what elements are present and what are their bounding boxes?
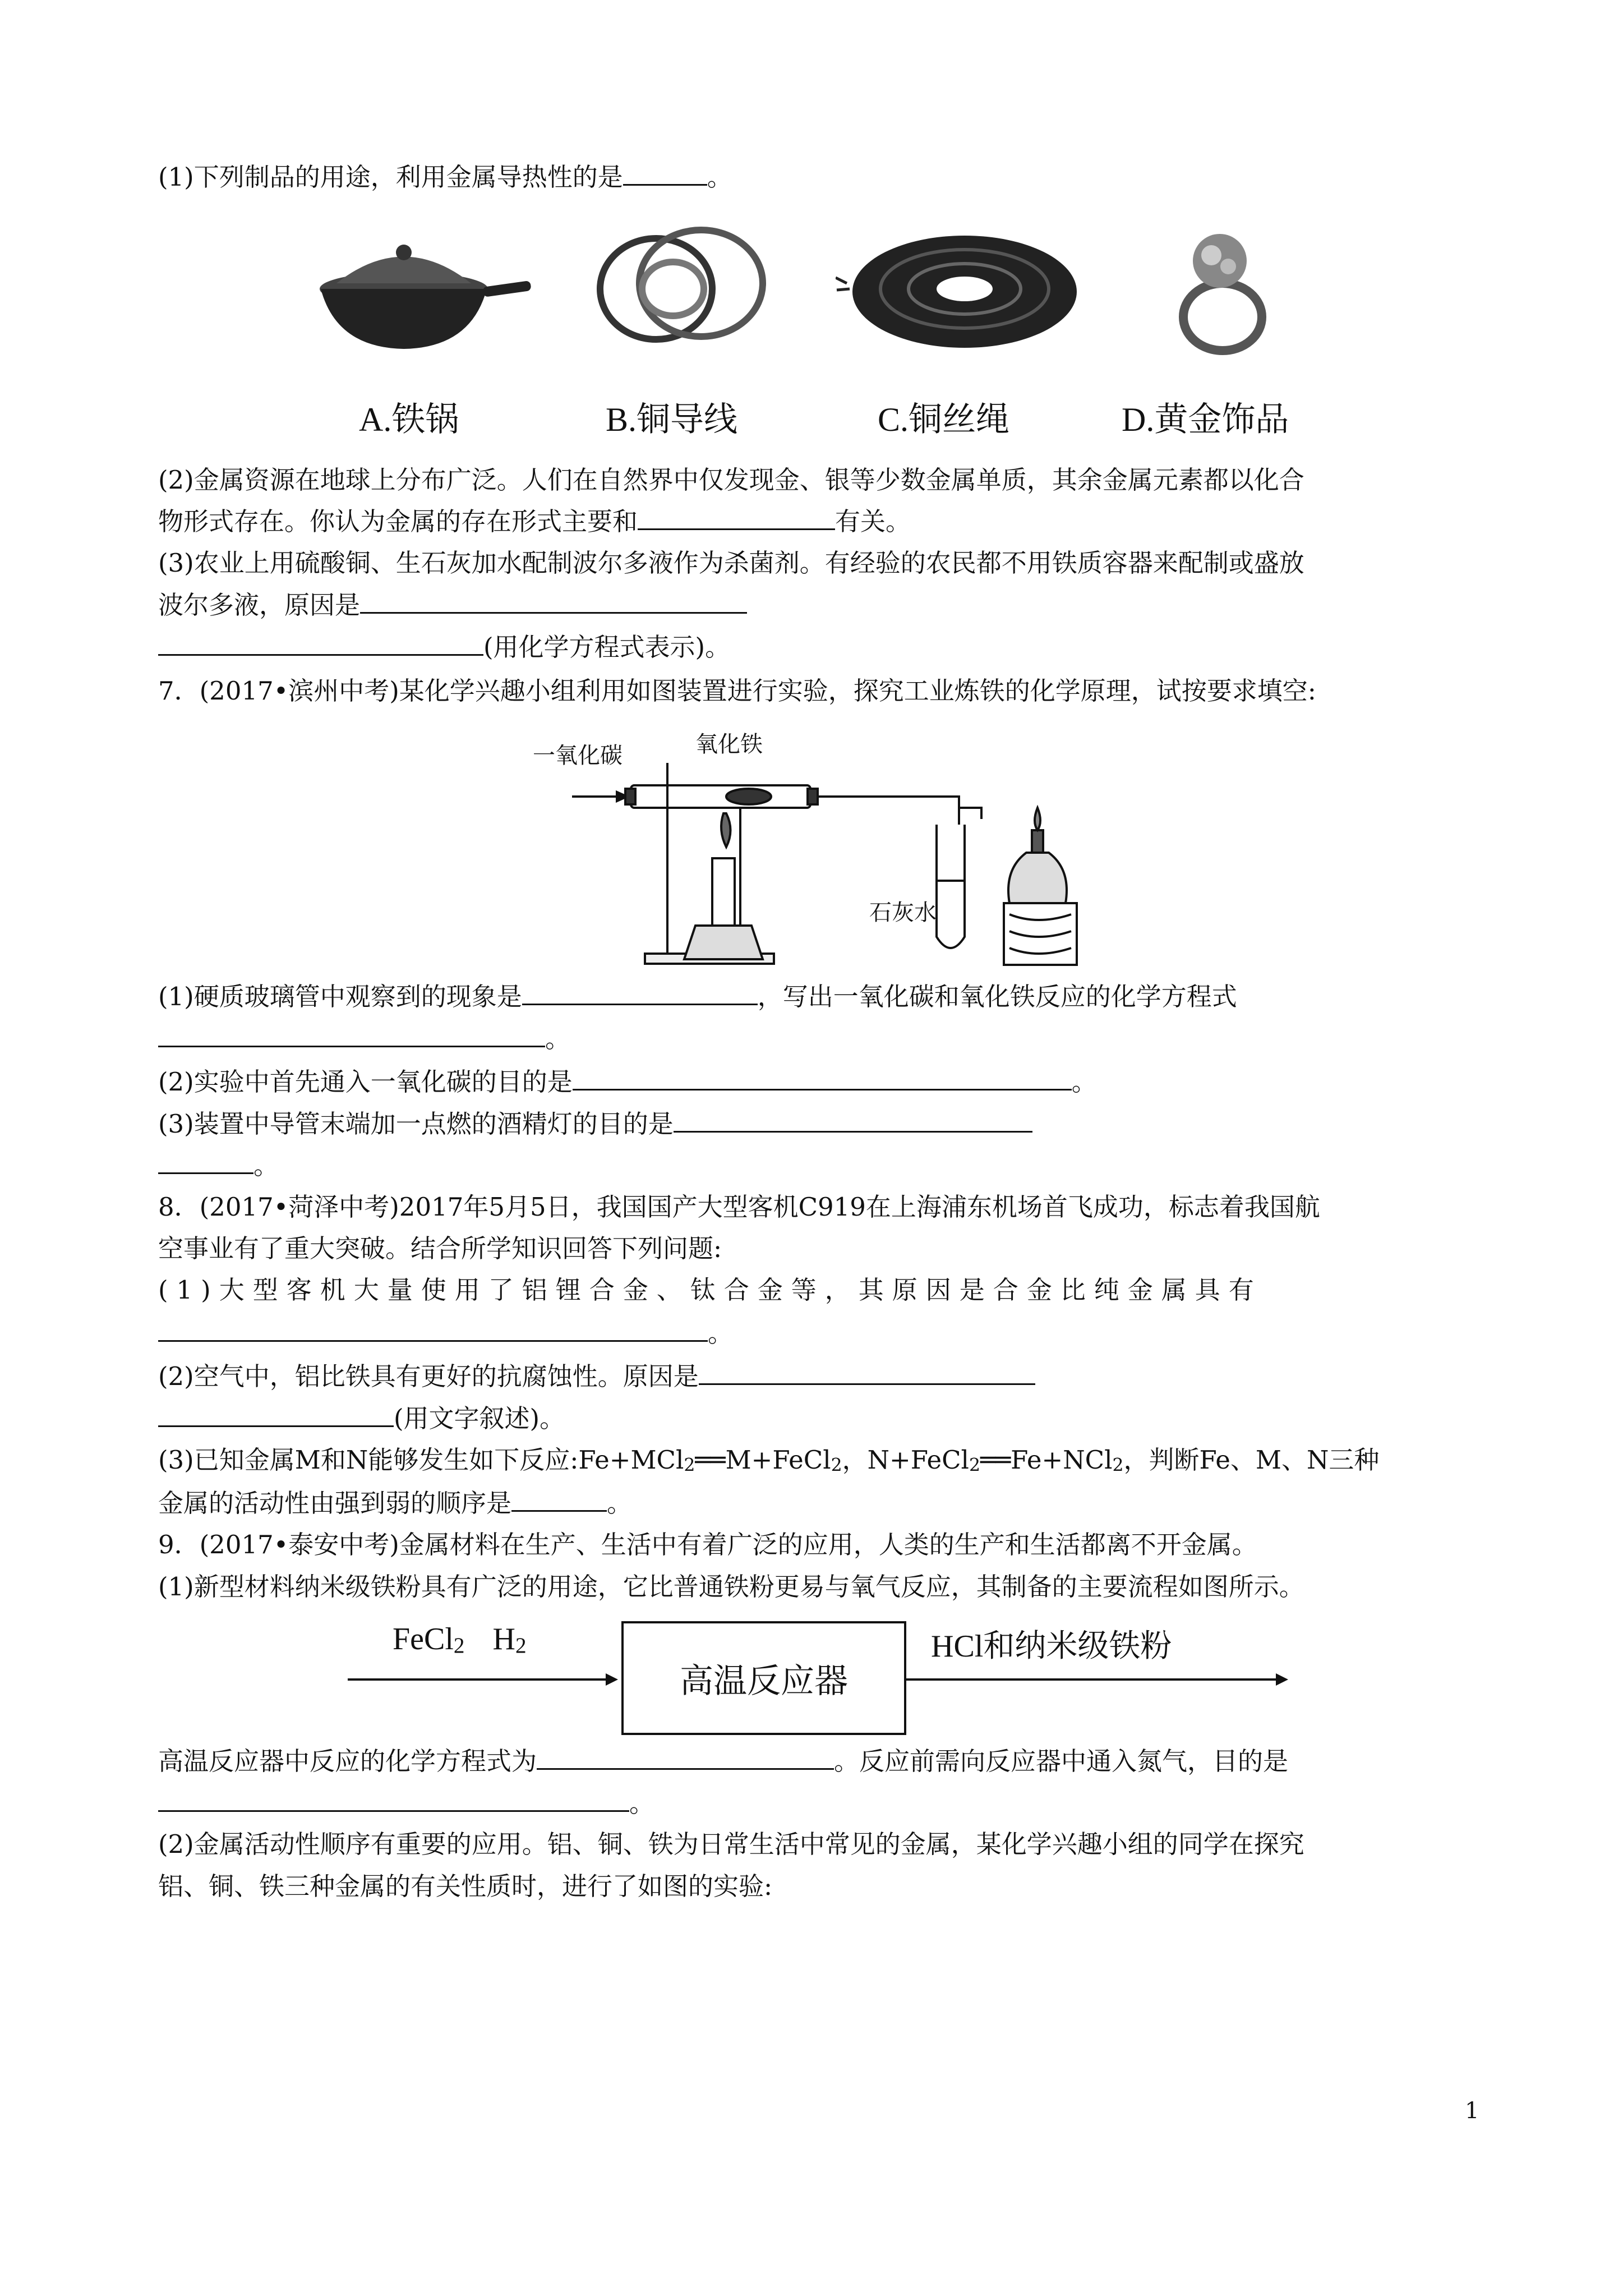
option-label: D.黄金饰品 xyxy=(1122,401,1289,438)
answer-blank[interactable] xyxy=(699,1359,1035,1385)
q8-part3: (3)已知金属M和N能够发生如下反应:Fe+MCl$_2$══M+FeCl$_2$，N+FeCl$_2$══Fe+NCl$_2$，判断Fe、M、N三种 xyxy=(158,1445,1380,1476)
q7-part3: (3)装置中导管末端加一点燃的酒精灯的目的是 xyxy=(158,1106,1476,1141)
label-co: 一氧化碳 xyxy=(533,743,623,769)
copper-rope-coil-icon xyxy=(836,227,1082,356)
flow-arrow-in xyxy=(348,1678,608,1681)
q7-stem: 7．(2017•滨州中考)某化学兴趣小组利用如图装置进行实验，探究工业炼铁的化学原理，试按要求填空: xyxy=(158,676,1316,706)
q9-part1: (1)新型材料纳米级铁粉具有广泛的用途，它比普通铁粉更易与氧气反应，其制备的主要流程如图所示。 xyxy=(158,1572,1304,1602)
answer-blank[interactable] xyxy=(158,1148,253,1174)
answer-blank[interactable] xyxy=(158,1786,629,1812)
label-iron-oxide: 氧化铁 xyxy=(695,731,763,757)
q8-part2: (用文字叙述)。 xyxy=(158,1401,1476,1435)
answer-blank[interactable] xyxy=(360,587,747,614)
option-label: A.铁锅 xyxy=(359,401,459,438)
answer-blank[interactable] xyxy=(623,159,707,186)
q8-part3: 金属的活动性由强到弱的顺序是 。 xyxy=(158,1485,1476,1520)
page-number: 1 xyxy=(1465,2098,1479,2124)
answer-blank[interactable] xyxy=(674,1106,1032,1133)
q9-part2: (2)金属活动性顺序有重要的应用。铝、铜、铁为日常生活中常见的金属，某化学兴趣小组的同学在探究 xyxy=(158,1829,1304,1859)
answer-blank[interactable] xyxy=(522,979,758,1005)
q7-part1: (1)硬质玻璃管中观察到的现象是 ，写出一氧化碳和氧化铁反应的化学方程式 xyxy=(158,979,1476,1014)
answer-blank[interactable] xyxy=(573,1064,1072,1091)
option-label: C.铜丝绳 xyxy=(878,401,1010,438)
q9-stem: 9．(2017•泰安中考)金属材料在生产、生活中有着广泛的应用，人类的生产和生活都离不开金属。 xyxy=(158,1530,1257,1559)
flow-output: HCl和纳米级铁粉 xyxy=(931,1629,1172,1664)
option-label: B.铜导线 xyxy=(606,401,738,438)
q7-part2: (2)实验中首先通入一氧化碳的目的是 。 xyxy=(158,1064,1476,1099)
q7-part1: 。 xyxy=(158,1021,1476,1056)
q8-part1: 。 xyxy=(158,1315,1476,1350)
arrowhead-icon xyxy=(606,1673,618,1686)
answer-blank[interactable] xyxy=(638,504,835,530)
reactor-box: 高温反应器 xyxy=(621,1621,906,1735)
answer-blank[interactable] xyxy=(158,1021,545,1047)
q8-part2: (2)空气中，铝比铁具有更好的抗腐蚀性。原因是 xyxy=(158,1359,1476,1393)
ironmaking-apparatus-diagram xyxy=(533,724,1127,976)
arrowhead-icon xyxy=(1276,1673,1288,1686)
q7-part3: 。 xyxy=(158,1148,1476,1182)
gold-ring-icon xyxy=(1166,222,1279,362)
wok-icon xyxy=(314,224,533,353)
nano-iron-flow-diagram xyxy=(348,1621,1301,1733)
copper-wire-coil-icon xyxy=(589,216,780,356)
flow-arrow-out xyxy=(906,1678,1279,1681)
q9-part1: 。 xyxy=(158,1786,1476,1820)
q6-part3: (用化学方程式表示)。 xyxy=(158,629,1476,664)
q9-part2: 铝、铜、铁三种金属的有关性质时，进行了如图的实验: xyxy=(158,1871,773,1901)
q6-part2: 物形式存在。你认为金属的存在形式主要和 有关。 xyxy=(158,504,1476,539)
q8-stem: 8．(2017•菏泽中考)2017年5月5日，我国国产大型客机C919在上海浦东机场首飞成功，标志着我国航 xyxy=(158,1192,1320,1222)
answer-blank[interactable] xyxy=(158,1401,394,1427)
q8-part1: (1)大型客机大量使用了铝锂合金、钛合金等，其原因是合金比纯金属具有 xyxy=(158,1275,1262,1305)
answer-blank[interactable] xyxy=(511,1485,607,1512)
q9-part1: 高温反应器中反应的化学方程式为 。反应前需向反应器中通入氮气，目的是 xyxy=(158,1743,1476,1778)
answer-blank[interactable] xyxy=(537,1743,834,1770)
q6-part3: (3)农业上用硫酸铜、生石灰加水配制波尔多液作为杀菌剂。有经验的农民都不用铁质容器来配制或盛放 xyxy=(158,548,1304,578)
q6-part2: (2)金属资源在地球上分布广泛。人们在自然界中仅发现金、银等少数金属单质，其余金属元素都以化合 xyxy=(158,465,1304,495)
answer-blank[interactable] xyxy=(158,629,483,656)
q6-part1: (1)下列制品的用途，利用金属导热性的是 。 xyxy=(158,159,1476,194)
q8-stem: 空事业有了重大突破。结合所学知识回答下列问题: xyxy=(158,1234,722,1263)
label-limewater: 石灰水 xyxy=(869,900,937,926)
q6-part3: 波尔多液，原因是 xyxy=(158,587,1476,622)
answer-blank[interactable] xyxy=(158,1315,708,1342)
flow-inputs: FeCl$_2$ $H_2$ xyxy=(393,1622,527,1658)
